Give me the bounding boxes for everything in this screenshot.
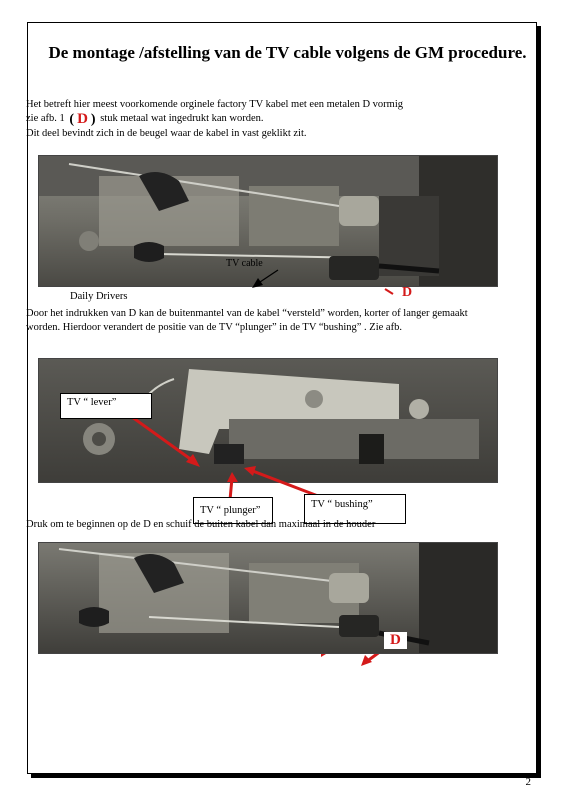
paragraph-adjust: Door het indrukken van D kan de buitenmantel van de kabel “versteld” worden, korter of langer gemaakt worden. Hierdoor verandert de positie van de TV “plunger” in de TV “bushing” . Zie afb. [26,308,468,333]
paragraph-intro-line2-start: zie afb. 1 [26,113,65,124]
paragraph-intro [26,98,496,141]
paragraph-intro-line2-end: stuk metaal wat ingedrukt kan worden. [100,113,264,124]
fig3-d-label: D [384,632,407,649]
tv-cable-label: TV cable [226,258,263,269]
tv-bushing-label: TV “ bushing” [304,494,406,524]
tv-plunger-label: TV “ plunger” [193,497,273,524]
d-marker-letter: D [77,111,88,127]
photo-tv-lever-plunger [38,358,498,483]
d-marker-close: ) [90,112,96,127]
d-marker [69,112,95,127]
paragraph-intro-line1: Het betreft hier meest voorkomende orginele factory TV kabel met een metalen D vormig [26,99,403,110]
paragraph-instruction: Druk om te beginnen op de D en schuif de buiten kabel dan maximaal in de houder [26,519,376,530]
page-number: 2 [525,776,531,788]
photo-d-clip-pressed [38,542,498,654]
watermark-daily-drivers: Daily Drivers [70,291,128,302]
fig1-d-label: D [402,285,413,300]
tv-lever-label: TV “ lever” [60,393,152,419]
photo-tv-cable-bracket [38,155,498,287]
d-marker-open: ( [69,112,75,127]
paragraph-intro-line3: Dit deel bevindt zich in de beugel waar de kabel in vast geklikt zit. [26,128,307,139]
page-title: De montage /afstelling van de TV cable volgens de GM procedure. [48,43,527,62]
